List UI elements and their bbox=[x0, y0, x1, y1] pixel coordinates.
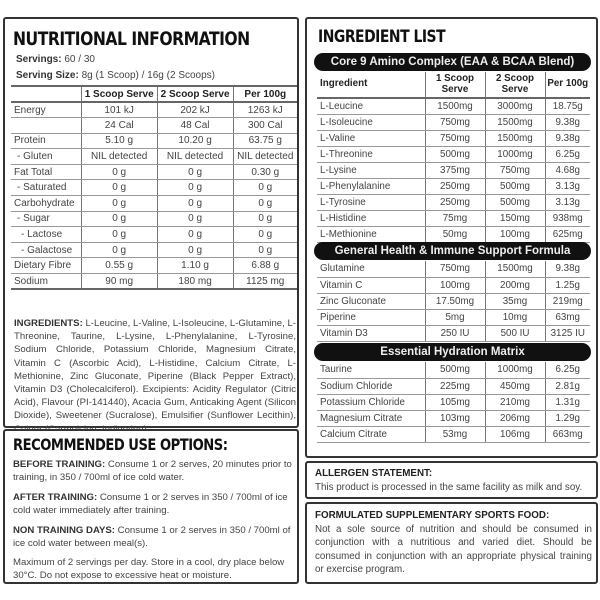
ingredients-label: INGREDIENTS: bbox=[14, 318, 83, 329]
ingredient-name: Calcium Citrate bbox=[317, 426, 425, 442]
nutrition-row-label: - Lactose bbox=[11, 227, 81, 243]
nutrition-row-label: - Saturated bbox=[11, 180, 81, 196]
ingredient-amount: 663mg bbox=[545, 426, 590, 442]
formulated-text: Not a sole source of nutrition and should be consumed in conjunction with a nutritious and varied diet. Should be consumed in conjunction with an appropriate physical training or exercise program. bbox=[315, 524, 592, 576]
ingredient-amount: 6.25g bbox=[545, 362, 590, 378]
ingredient-name: Zinc Gluconate bbox=[317, 293, 425, 309]
formulated-title: FORMULATED SUPPLEMENTARY SPORTS FOOD: bbox=[315, 510, 550, 521]
ingredient-amount: 3125 IU bbox=[545, 325, 590, 341]
ingredient-row bbox=[317, 194, 590, 210]
ingredient-row bbox=[317, 114, 590, 130]
ingredient-amount: 100mg bbox=[485, 226, 545, 242]
ingredient-row bbox=[317, 178, 590, 194]
nutrition-row-label: Carbohydrate bbox=[11, 196, 81, 212]
nutrition-header-2scoop: 2 Scoop Serve bbox=[157, 86, 233, 102]
nutrition-value: 0 g bbox=[157, 164, 233, 180]
nutrition-row-label: - Sugar bbox=[11, 211, 81, 227]
serving-size-label: Serving Size: bbox=[16, 70, 79, 81]
ingredient-row bbox=[317, 325, 590, 341]
ingredient-row bbox=[317, 309, 590, 325]
section-header-general-health: General Health & Immune Support Formula bbox=[314, 242, 591, 260]
ingredient-row bbox=[317, 98, 590, 114]
non-training-days bbox=[13, 524, 295, 551]
ingredient-amount: 105mg bbox=[425, 394, 485, 410]
ingredient-amount: 1000mg bbox=[485, 362, 545, 378]
before-training bbox=[13, 458, 295, 485]
ingredient-amount: 450mg bbox=[485, 378, 545, 394]
nutrition-header-1scoop: 1 Scoop Serve bbox=[81, 86, 157, 102]
ingredient-row bbox=[317, 410, 590, 426]
ingredient-amount: 5mg bbox=[425, 309, 485, 325]
ingredient-amount: 9.38g bbox=[545, 130, 590, 146]
ingredient-name: L-Valine bbox=[317, 130, 425, 146]
servings bbox=[16, 54, 95, 65]
ingredient-amount: 206mg bbox=[485, 410, 545, 426]
nutrition-value: 1.10 g bbox=[157, 258, 233, 274]
ingredient-amount: 750mg bbox=[425, 114, 485, 130]
nutrition-value: 0 g bbox=[233, 242, 297, 258]
nutrition-value: 0 g bbox=[233, 227, 297, 243]
nutrition-row bbox=[11, 211, 297, 227]
nutrition-value: 0 g bbox=[233, 180, 297, 196]
header-ingredient: Ingredient bbox=[317, 72, 425, 98]
header-per100g: Per 100g bbox=[545, 72, 590, 98]
ingredient-name: L-Tyrosine bbox=[317, 194, 425, 210]
nutrition-value: 0.30 g bbox=[233, 164, 297, 180]
ingredient-amount: 50mg bbox=[425, 226, 485, 242]
ingredient-amount: 250mg bbox=[425, 194, 485, 210]
nutrition-row bbox=[11, 258, 297, 274]
ingredient-amount: 10mg bbox=[485, 309, 545, 325]
nutrition-value: 0 g bbox=[157, 227, 233, 243]
ingredient-list-title: INGREDIENT LIST bbox=[318, 27, 446, 47]
nutrition-row bbox=[11, 102, 297, 118]
nutrition-value: 180 mg bbox=[157, 274, 233, 290]
nutrition-value: NIL detected bbox=[81, 149, 157, 165]
nutrition-value: NIL detected bbox=[157, 149, 233, 165]
ingredient-amount: 500mg bbox=[425, 362, 485, 378]
nutrition-value: 0 g bbox=[81, 242, 157, 258]
ingredients-statement bbox=[14, 317, 296, 436]
ingredient-row bbox=[317, 146, 590, 162]
non-training-text: Consume 1 or 2 serves in 350 / 700ml of ice cold water between meal(s). bbox=[13, 525, 291, 550]
ingredient-amount: 63mg bbox=[545, 309, 590, 325]
ingredient-name: Vitamin D3 bbox=[317, 325, 425, 341]
ingredient-amount: 3.13g bbox=[545, 194, 590, 210]
ingredient-name: L-Phenylalanine bbox=[317, 178, 425, 194]
nutrition-value: 0 g bbox=[81, 180, 157, 196]
ingredient-header-row bbox=[317, 72, 590, 98]
header-2scoop: 2 Scoop Serve bbox=[485, 72, 545, 98]
after-training bbox=[13, 491, 295, 518]
ingredient-amount: 1000mg bbox=[485, 146, 545, 162]
nutrition-row-label: Dietary Fibre bbox=[11, 258, 81, 274]
ingredient-name: L-Lysine bbox=[317, 162, 425, 178]
ingredient-amount: 4.68g bbox=[545, 162, 590, 178]
ingredient-amount: 1500mg bbox=[425, 98, 485, 114]
nutrition-value: 63.75 g bbox=[233, 133, 297, 149]
recommended-use-panel bbox=[3, 429, 299, 584]
nutrition-value: 300 Cal bbox=[233, 118, 297, 134]
allergen-panel bbox=[305, 461, 598, 499]
nutrition-row bbox=[11, 196, 297, 212]
nutrition-row bbox=[11, 118, 297, 134]
serving-size bbox=[16, 70, 215, 81]
ingredients-text: L-Leucine, L-Valine, L-Isoleucine, L-Glutamine, L-Threonine, Taurine, L-Lysine, L-Phenylalanine, L-Tyrosine, Sodium Chloride, Potassium Chloride, Magnesium Citrate, Vitamin C (Ascorbic Acid), L-Histidine, Calcium Citrate, L-Methionine, Zinc Gluconate, Piperine (Black Pepper Extract), Vitamin D3 (Cholecalciferol). Excipients: Acidity Regulator (Citric Acid), Flavour (PI-141440), Acacia Gum, Anticaking Agent (Silicon Dioxide), Sweetener (Sucralose), Emulsifier (Sunflower Lecithin), bbox=[14, 318, 296, 422]
ingredient-amount: 219mg bbox=[545, 293, 590, 309]
serving-size-value: 8g (1 Scoop) / 16g (2 Scoops) bbox=[81, 70, 216, 81]
hydration-table bbox=[317, 362, 590, 443]
nutrition-row bbox=[11, 180, 297, 196]
ingredient-amount: 750mg bbox=[485, 162, 545, 178]
nutrition-header-label bbox=[11, 86, 81, 102]
ingredient-name: Sodium Chloride bbox=[317, 378, 425, 394]
ingredient-row bbox=[317, 426, 590, 442]
ingredient-amount: 1500mg bbox=[485, 130, 545, 146]
nutrition-row-label: Fat Total bbox=[11, 164, 81, 180]
ingredient-row bbox=[317, 394, 590, 410]
before-training-text: Consume 1 or 2 serves, 20 minutes prior to training, in 350 / 700ml of ice cold water. bbox=[13, 459, 292, 484]
nutrition-value: 0 g bbox=[233, 196, 297, 212]
ingredient-name: Taurine bbox=[317, 362, 425, 378]
ingredient-row bbox=[317, 130, 590, 146]
nutrition-header-row bbox=[11, 86, 297, 102]
core-amino-table bbox=[317, 72, 590, 243]
general-health-table bbox=[317, 261, 590, 342]
ingredient-row bbox=[317, 162, 590, 178]
nutrition-value: 101 kJ bbox=[81, 102, 157, 118]
nutrition-title: NUTRITIONAL INFORMATION bbox=[13, 28, 250, 50]
ingredient-row bbox=[317, 277, 590, 293]
after-training-label: AFTER TRAINING: bbox=[13, 492, 98, 503]
nutrition-value: 0 g bbox=[81, 196, 157, 212]
after-training-text: Consume 1 or 2 serves in 350 / 700ml of ice cold water immediately after training. bbox=[13, 492, 288, 517]
ingredient-name: Vitamin C bbox=[317, 277, 425, 293]
nutrition-table bbox=[11, 85, 297, 290]
ingredient-name: Piperine bbox=[317, 309, 425, 325]
nutrition-header-per100g: Per 100g bbox=[233, 86, 297, 102]
nutrition-value: 1263 kJ bbox=[233, 102, 297, 118]
nutrition-row-label: Sodium bbox=[11, 274, 81, 290]
ingredient-amount: 35mg bbox=[485, 293, 545, 309]
ingredient-amount: 750mg bbox=[425, 261, 485, 277]
nutrition-row-label: Protein bbox=[11, 133, 81, 149]
ingredient-amount: 500 IU bbox=[485, 325, 545, 341]
ingredient-amount: 1500mg bbox=[485, 261, 545, 277]
ingredient-row bbox=[317, 261, 590, 277]
ingredient-name: L-Threonine bbox=[317, 146, 425, 162]
nutrition-row bbox=[11, 164, 297, 180]
nutrition-value: 202 kJ bbox=[157, 102, 233, 118]
ingredient-list-panel bbox=[305, 17, 598, 458]
maximum-servings: Maximum of 2 servings per day. Store in a cool, dry place below 30°C. Do not expose to excessive heat or moisture. bbox=[13, 557, 285, 582]
nutrition-value: 0 g bbox=[157, 180, 233, 196]
ingredient-amount: 225mg bbox=[425, 378, 485, 394]
ingredient-amount: 938mg bbox=[545, 210, 590, 226]
ingredient-amount: 625mg bbox=[545, 226, 590, 242]
servings-label: Servings: bbox=[16, 54, 62, 65]
ingredient-amount: 100mg bbox=[425, 277, 485, 293]
ingredient-amount: 106mg bbox=[485, 426, 545, 442]
ingredient-name: L-Isoleucine bbox=[317, 114, 425, 130]
ingredient-amount: 9.38g bbox=[545, 114, 590, 130]
ingredient-name: Potassium Chloride bbox=[317, 394, 425, 410]
non-training-label: NON TRAINING DAYS: bbox=[13, 525, 115, 536]
ingredient-amount: 500mg bbox=[485, 178, 545, 194]
ingredient-row bbox=[317, 293, 590, 309]
ingredient-name: L-Histidine bbox=[317, 210, 425, 226]
recommended-title: RECOMMENDED USE OPTIONS: bbox=[13, 435, 228, 454]
ingredient-amount: 150mg bbox=[485, 210, 545, 226]
allergen-title: ALLERGEN STATEMENT: bbox=[315, 468, 433, 479]
ingredient-amount: 3.13g bbox=[545, 178, 590, 194]
nutrition-value: 6.88 g bbox=[233, 258, 297, 274]
ingredient-amount: 200mg bbox=[485, 277, 545, 293]
ingredient-row bbox=[317, 362, 590, 378]
nutrition-value: 10.20 g bbox=[157, 133, 233, 149]
section-header-hydration: Essential Hydration Matrix bbox=[314, 343, 591, 361]
ingredient-amount: 250mg bbox=[425, 178, 485, 194]
nutrition-value: 0 g bbox=[233, 211, 297, 227]
nutrition-row bbox=[11, 274, 297, 290]
formulated-panel bbox=[305, 502, 598, 584]
nutrition-value: 5.10 g bbox=[81, 133, 157, 149]
ingredient-amount: 210mg bbox=[485, 394, 545, 410]
ingredient-amount: 17.50mg bbox=[425, 293, 485, 309]
ingredient-name: Glutamine bbox=[317, 261, 425, 277]
nutrition-row-label: Energy bbox=[11, 102, 81, 118]
nutrition-panel bbox=[3, 17, 299, 428]
ingredient-amount: 18.75g bbox=[545, 98, 590, 114]
nutrition-row bbox=[11, 133, 297, 149]
nutrition-value: 0 g bbox=[157, 196, 233, 212]
nutrition-row bbox=[11, 149, 297, 165]
ingredient-amount: 750mg bbox=[425, 130, 485, 146]
ingredient-amount: 2.81g bbox=[545, 378, 590, 394]
servings-value: 60 / 30 bbox=[64, 54, 95, 65]
nutrition-row-label bbox=[11, 118, 81, 134]
ingredient-amount: 53mg bbox=[425, 426, 485, 442]
ingredient-name: L-Leucine bbox=[317, 98, 425, 114]
section-header-core-amino: Core 9 Amino Complex (EAA & BCAA Blend) bbox=[314, 53, 591, 71]
ingredient-amount: 375mg bbox=[425, 162, 485, 178]
ingredient-row bbox=[317, 378, 590, 394]
nutrition-row bbox=[11, 242, 297, 258]
nutrition-row bbox=[11, 227, 297, 243]
ingredient-amount: 9.38g bbox=[545, 261, 590, 277]
ingredient-amount: 500mg bbox=[425, 146, 485, 162]
ingredient-row bbox=[317, 210, 590, 226]
allergen-text: This product is processed in the same facility as milk and soy. bbox=[315, 482, 583, 493]
ingredient-amount: 1.29g bbox=[545, 410, 590, 426]
before-training-label: BEFORE TRAINING: bbox=[13, 459, 106, 470]
nutrition-value: 1125 mg bbox=[233, 274, 297, 290]
nutrition-value: NIL detected bbox=[233, 149, 297, 165]
ingredient-amount: 103mg bbox=[425, 410, 485, 426]
nutrition-row-label: - Galactose bbox=[11, 242, 81, 258]
nutrition-value: 0 g bbox=[81, 227, 157, 243]
ingredient-amount: 1.31g bbox=[545, 394, 590, 410]
ingredient-amount: 6.25g bbox=[545, 146, 590, 162]
nutrition-value: 48 Cal bbox=[157, 118, 233, 134]
nutrition-value: 90 mg bbox=[81, 274, 157, 290]
header-1scoop: 1 Scoop Serve bbox=[425, 72, 485, 98]
ingredient-amount: 1.25g bbox=[545, 277, 590, 293]
ingredient-amount: 1500mg bbox=[485, 114, 545, 130]
ingredient-row bbox=[317, 226, 590, 242]
ingredient-name: L-Methionine bbox=[317, 226, 425, 242]
ingredient-name: Magnesium Citrate bbox=[317, 410, 425, 426]
ingredient-amount: 75mg bbox=[425, 210, 485, 226]
nutrition-value: 24 Cal bbox=[81, 118, 157, 134]
ingredient-amount: 3000mg bbox=[485, 98, 545, 114]
ingredient-amount: 250 IU bbox=[425, 325, 485, 341]
nutrition-value: 0 g bbox=[157, 211, 233, 227]
nutrition-value: 0 g bbox=[81, 164, 157, 180]
nutrition-value: 0 g bbox=[81, 211, 157, 227]
ingredient-amount: 500mg bbox=[485, 194, 545, 210]
nutrition-value: 0.55 g bbox=[81, 258, 157, 274]
nutrition-row-label: - Gluten bbox=[11, 149, 81, 165]
nutrition-value: 0 g bbox=[157, 242, 233, 258]
